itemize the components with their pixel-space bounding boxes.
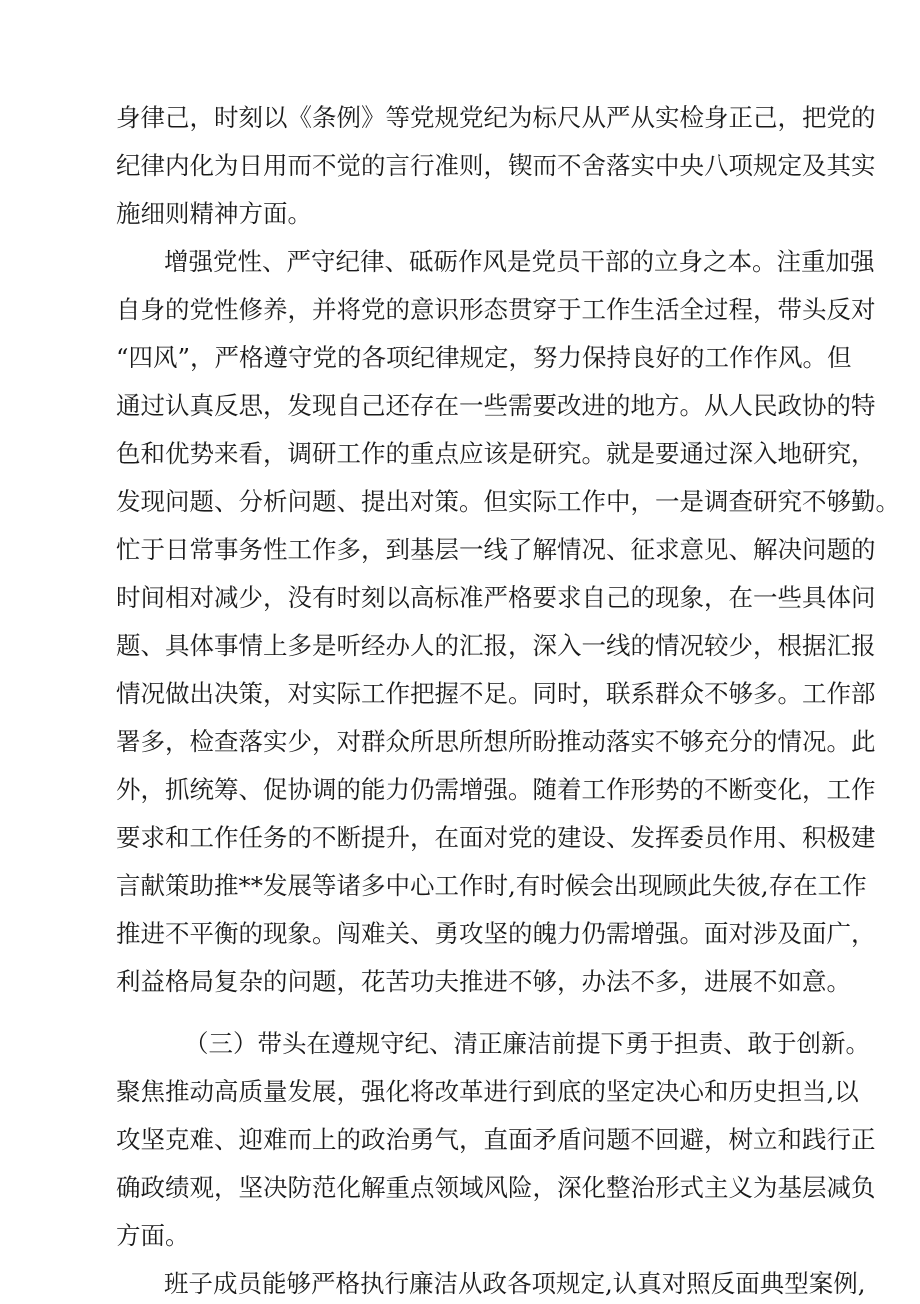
text-line: 利益格局复杂的问题，花苦功夫推进不够，办法不多，进展不如意。	[116, 967, 851, 996]
section-heading: （三）带头在遵规守纪、清正廉洁前提下勇于担责、敢于创新。	[184, 1029, 870, 1058]
text-line: 外，抓统筹、促协调的能力仍需增强。随着工作形势的不断变化，工作	[116, 775, 876, 804]
text-line: 增强党性、严守纪律、砥砺作风是党员干部的立身之本。注重加强	[164, 247, 875, 276]
text-line: 要求和工作任务的不断提升，在面对党的建设、发挥委员作用、积极建	[116, 823, 876, 852]
text-line: 色和优势来看，调研工作的重点应该是研究。就是要通过深入地研究，	[116, 439, 876, 468]
text-line: 身律己，时刻以《条例》等党规党纪为标尺从严从实检身正己，把党的	[116, 103, 876, 132]
text-line: 署多，检查落实少，对群众所思所想所盼推动落实不够充分的情况。此	[116, 727, 876, 756]
text-line: 班子成员能够严格执行廉洁从政各项规定,认真对照反面典型案例,	[164, 1269, 866, 1298]
text-line: 攻坚克难、迎难而上的政治勇气，直面矛盾问题不回避，树立和践行正	[116, 1125, 876, 1154]
text-line: 确政绩观，坚决防范化解重点领域风险，深化整治形式主义为基层减负	[116, 1173, 876, 1202]
text-line: 情况做出决策，对实际工作把握不足。同时，联系群众不够多。工作部	[116, 679, 876, 708]
text-line: 方面。	[116, 1221, 190, 1250]
text-line: 施细则精神方面。	[116, 199, 312, 228]
text-line: 通过认真反思，发现自己还存在一些需要改进的地方。从人民政协的特	[116, 391, 876, 420]
text-line: 题、具体事情上多是听经办人的汇报，深入一线的情况较少，根据汇报	[116, 631, 876, 660]
text-line: 忙于日常事务性工作多，到基层一线了解情况、征求意见、解决问题的	[116, 535, 876, 564]
text-line: 自身的党性修养，并将党的意识形态贯穿于工作生活全过程，带头反对	[116, 295, 876, 324]
text-line: 言献策助推**发展等诸多中心工作时,有时候会出现顾此失彼,存在工作	[116, 871, 867, 900]
text-line: 聚焦推动高质量发展，强化将改革进行到底的坚定决心和历史担当,以	[116, 1077, 859, 1106]
text-line: 发现问题、分析问题、提出对策。但实际工作中，一是调查研究不够勤。	[116, 487, 900, 516]
text-line: 时间相对减少，没有时刻以高标准严格要求自己的现象，在一些具体问	[116, 583, 876, 612]
text-line: “四风”，严格遵守党的各项纪律规定，努力保持良好的工作作风。但	[116, 343, 852, 372]
text-line: 纪律内化为日用而不觉的言行准则，锲而不舍落实中央八项规定及其实	[116, 151, 876, 180]
text-line: 推进不平衡的现象。闯难关、勇攻坚的魄力仍需增强。面对涉及面广，	[116, 919, 876, 948]
